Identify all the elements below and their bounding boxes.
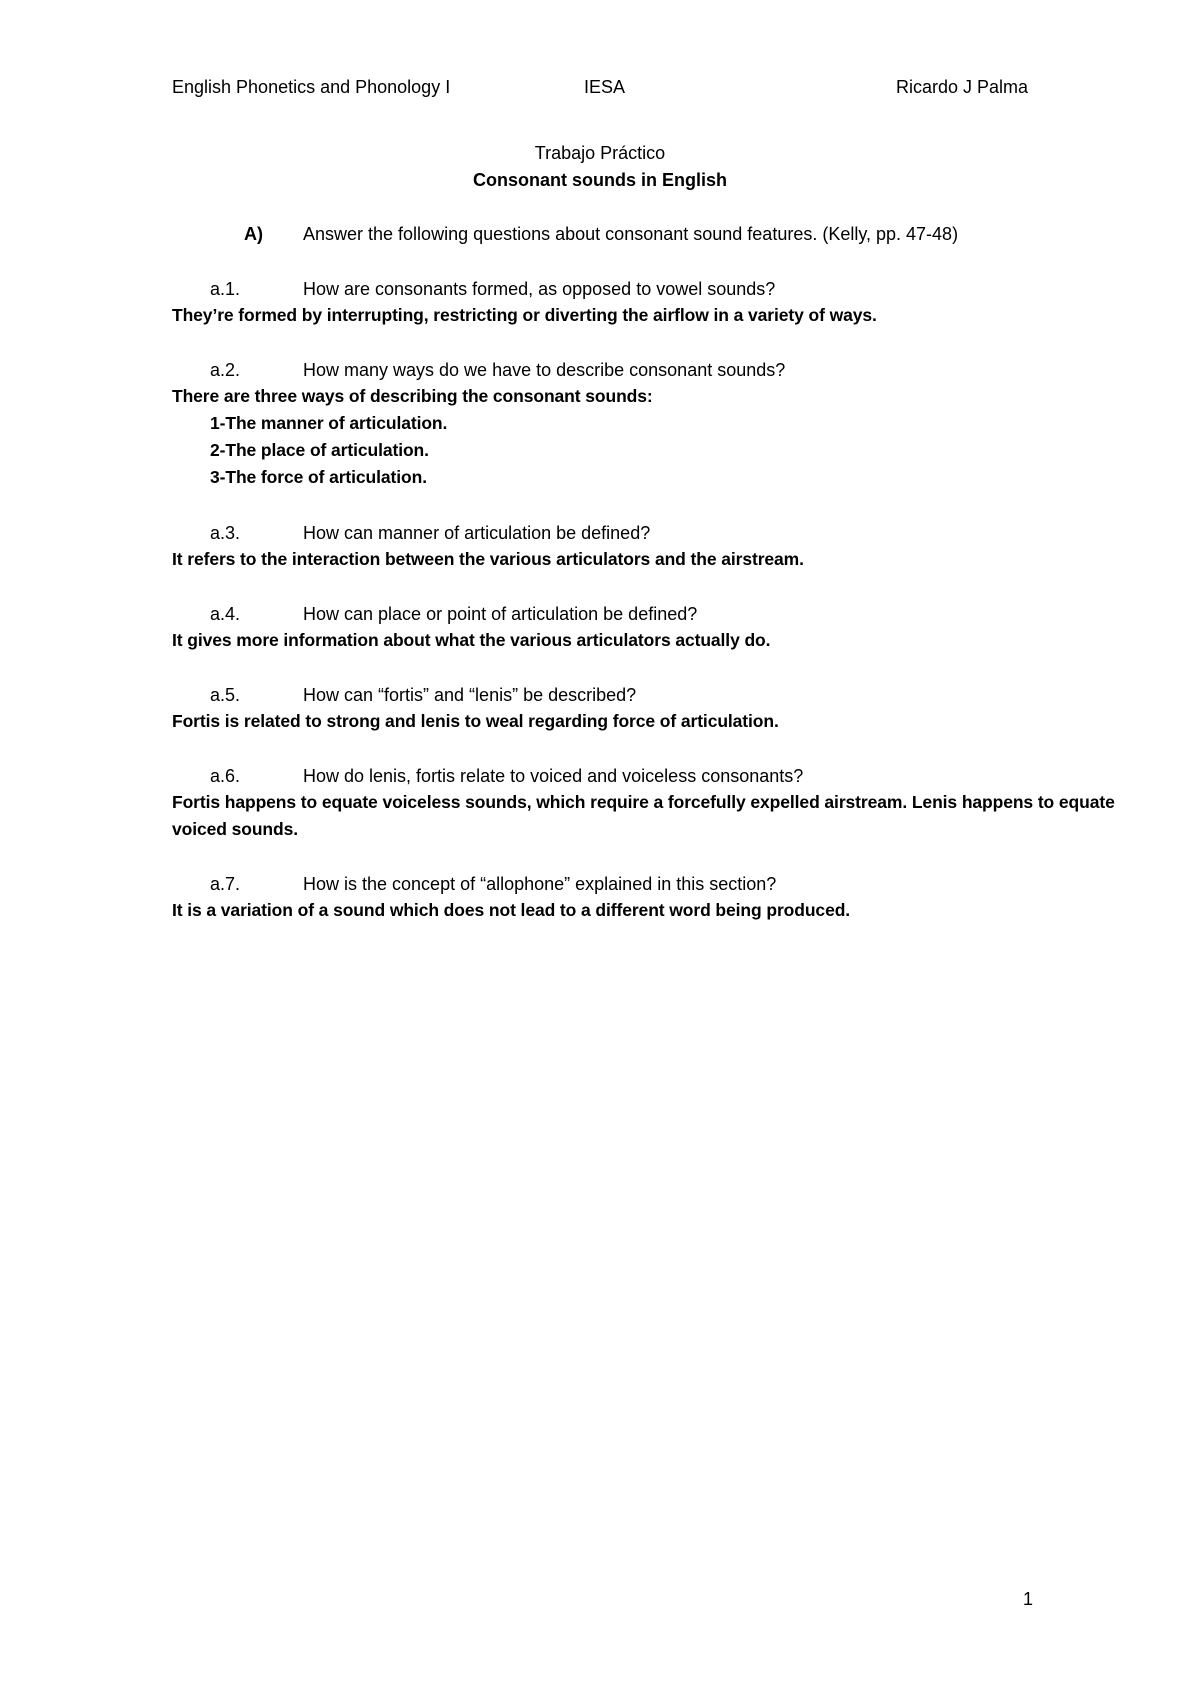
question-text: How can manner of articulation be defined? <box>303 523 651 543</box>
question-label: a.3. <box>210 523 241 543</box>
section-a-label: A) <box>244 224 263 244</box>
question-text: How many ways do we have to describe consonant sounds? <box>303 360 786 380</box>
question-text: How is the concept of “allophone” explained in this section? <box>303 874 777 894</box>
question-label: a.5. <box>210 685 241 705</box>
answer-a4: It gives more information about what the various articulators actually do. <box>172 630 771 650</box>
answer-a6: Fortis happens to equate voiceless sounds, which require a forcefully expelled airstream. Lenis happens to equate voiced sounds. <box>172 792 1115 839</box>
question-label: a.2. <box>210 360 241 380</box>
question-text: How are consonants formed, as opposed to vowel sounds? <box>303 279 776 299</box>
answer-a1: They’re formed by interrupting, restricting or diverting the airflow in a variety of ways. <box>172 305 877 325</box>
page-number: 1 <box>1023 1589 1034 1609</box>
question-label: a.6. <box>210 766 241 786</box>
question-label: a.4. <box>210 604 241 624</box>
page-title: Trabajo Práctico <box>534 143 666 163</box>
header-course: English Phonetics and Phonology I <box>172 77 451 97</box>
question-text: How can place or point of articulation be defined? <box>303 604 698 624</box>
question-text: How do lenis, fortis relate to voiced and voiceless consonants? <box>303 766 804 786</box>
answer-a2: There are three ways of describing the consonant sounds: <box>172 386 653 406</box>
answer-a2-item-2: 2-The place of articulation. <box>210 440 429 460</box>
section-a-instruction: Answer the following questions about consonant sound features. (Kelly, pp. 47-48) <box>303 224 959 244</box>
answer-a2-item-1: 1-The manner of articulation. <box>210 413 448 433</box>
answer-a3: It refers to the interaction between the various articulators and the airstream. <box>172 549 804 569</box>
page-subtitle: Consonant sounds in English <box>473 170 727 190</box>
answer-a2-item-3: 3-The force of articulation. <box>210 467 427 487</box>
answer-a7: It is a variation of a sound which does not lead to a different word being produced. <box>172 900 851 920</box>
answer-a5: Fortis is related to strong and lenis to weal regarding force of articulation. <box>172 711 779 731</box>
question-label: a.7. <box>210 874 241 894</box>
question-label: a.1. <box>210 279 241 299</box>
header-author: Ricardo J Palma <box>896 77 1029 97</box>
header-institution: IESA <box>584 77 626 97</box>
question-text: How can “fortis” and “lenis” be described? <box>303 685 637 705</box>
